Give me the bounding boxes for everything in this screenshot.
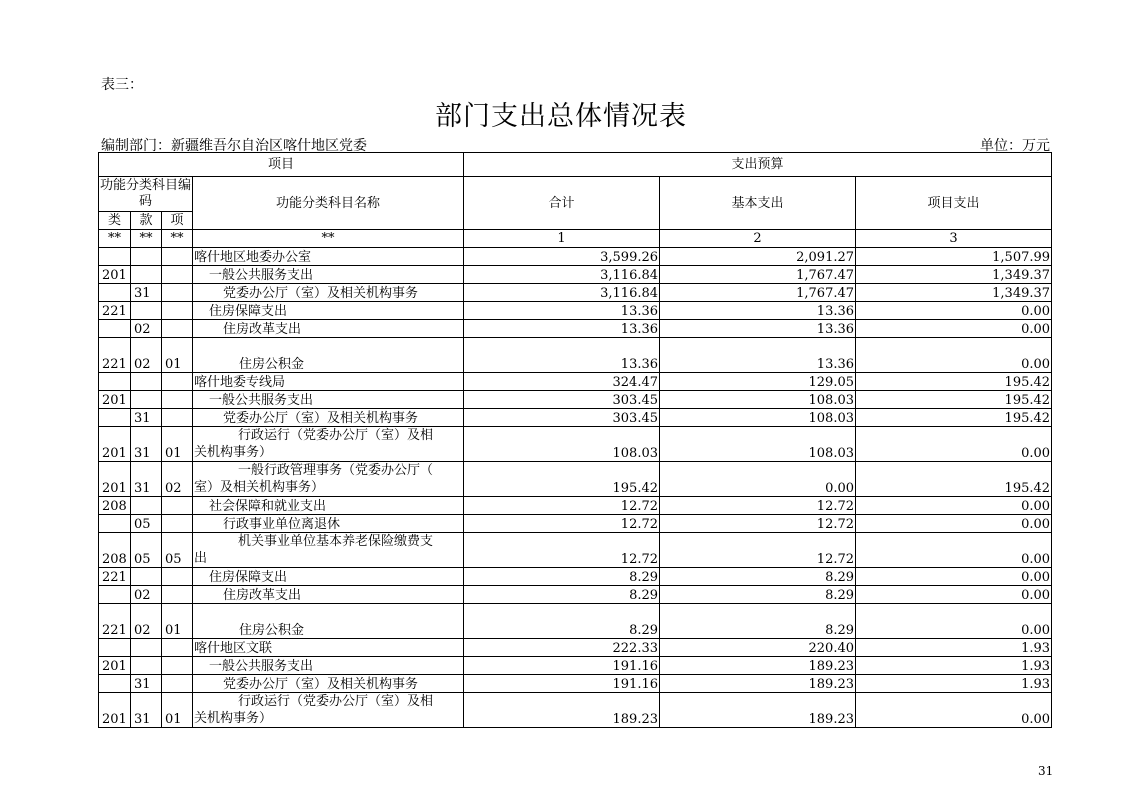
cell-lei: 221 <box>99 338 131 373</box>
mark-total: 1 <box>464 230 660 248</box>
table-row <box>99 639 1052 657</box>
cell-total: 8.29 <box>464 604 660 639</box>
cell-lei <box>99 409 131 427</box>
cell-name: 喀什地委专线局 <box>193 373 464 391</box>
cell-xiang: 01 <box>162 427 193 462</box>
cell-name: 行政事业单位离退休 <box>193 515 464 533</box>
cell-basic: 12.72 <box>660 497 856 515</box>
cell-total: 195.42 <box>464 462 660 497</box>
cell-name <box>193 693 464 728</box>
cell-project: 1.93 <box>856 657 1052 675</box>
cell-kuan <box>131 391 162 409</box>
cell-project: 0.00 <box>856 604 1052 639</box>
cell-kuan: 05 <box>131 515 162 533</box>
cell-project: 0.00 <box>856 515 1052 533</box>
table-row <box>99 657 1052 675</box>
cell-lei <box>99 675 131 693</box>
cell-total: 12.72 <box>464 533 660 568</box>
cell-xiang: 01 <box>162 693 193 728</box>
cell-project: 0.00 <box>856 427 1052 462</box>
cell-name: 住房改革支出 <box>193 586 464 604</box>
cell-xiang <box>162 248 193 266</box>
cell-basic: 13.36 <box>660 320 856 338</box>
cell-xiang <box>162 373 193 391</box>
mark-basic: 2 <box>660 230 856 248</box>
cell-basic: 129.05 <box>660 373 856 391</box>
table-row <box>99 284 1052 302</box>
cell-xiang: 05 <box>162 533 193 568</box>
cell-basic: 12.72 <box>660 515 856 533</box>
cell-kuan: 31 <box>131 409 162 427</box>
cell-xiang <box>162 266 193 284</box>
cell-project: 195.42 <box>856 462 1052 497</box>
cell-project: 195.42 <box>856 373 1052 391</box>
cell-total: 303.45 <box>464 409 660 427</box>
cell-kuan: 31 <box>131 462 162 497</box>
cell-xiang <box>162 391 193 409</box>
header-name: 功能分类科目名称 <box>193 177 464 230</box>
cell-kuan: 31 <box>131 693 162 728</box>
table-row <box>99 586 1052 604</box>
cell-kuan <box>131 568 162 586</box>
cell-xiang <box>162 302 193 320</box>
cell-project: 1.93 <box>856 675 1052 693</box>
cell-lei <box>99 515 131 533</box>
cell-kuan <box>131 302 162 320</box>
cell-name: 住房公积金 <box>193 604 464 639</box>
cell-total: 324.47 <box>464 373 660 391</box>
cell-name <box>193 427 464 462</box>
cell-project: 0.00 <box>856 497 1052 515</box>
cell-basic: 220.40 <box>660 639 856 657</box>
cell-project: 0.00 <box>856 338 1052 373</box>
cell-lei: 201 <box>99 266 131 284</box>
cell-project: 0.00 <box>856 320 1052 338</box>
cell-basic: 108.03 <box>660 391 856 409</box>
cell-xiang <box>162 657 193 675</box>
cell-lei: 201 <box>99 427 131 462</box>
cell-basic: 12.72 <box>660 533 856 568</box>
cell-basic: 108.03 <box>660 409 856 427</box>
cell-basic: 13.36 <box>660 302 856 320</box>
cell-name-line2: 出 <box>194 551 208 566</box>
cell-project: 1,507.99 <box>856 248 1052 266</box>
table-row <box>99 266 1052 284</box>
cell-basic: 189.23 <box>660 657 856 675</box>
table-row <box>99 373 1052 391</box>
table-row <box>99 462 1052 497</box>
cell-lei: 201 <box>99 693 131 728</box>
cell-xiang <box>162 284 193 302</box>
cell-name: 住房保障支出 <box>193 302 464 320</box>
cell-project: 1,349.37 <box>856 284 1052 302</box>
cell-project: 1,349.37 <box>856 266 1052 284</box>
cell-xiang <box>162 675 193 693</box>
table-row <box>99 693 1052 728</box>
cell-lei <box>99 586 131 604</box>
cell-lei <box>99 639 131 657</box>
cell-name-line1: 行政运行（党委办公厅（室）及相 <box>238 428 434 443</box>
cell-basic: 13.36 <box>660 338 856 373</box>
cell-lei: 201 <box>99 657 131 675</box>
table-row <box>99 248 1052 266</box>
cell-kuan: 31 <box>131 427 162 462</box>
cell-kuan: 31 <box>131 284 162 302</box>
header-row-4 <box>99 230 1052 248</box>
header-project: 项目支出 <box>856 177 1052 230</box>
cell-lei: 221 <box>99 568 131 586</box>
cell-name: 社会保障和就业支出 <box>193 497 464 515</box>
cell-kuan <box>131 657 162 675</box>
cell-lei <box>99 373 131 391</box>
cell-xiang <box>162 515 193 533</box>
cell-total: 191.16 <box>464 657 660 675</box>
cell-lei <box>99 284 131 302</box>
cell-name: 住房改革支出 <box>193 320 464 338</box>
table-row <box>99 427 1052 462</box>
cell-kuan: 02 <box>131 338 162 373</box>
cell-name: 一般公共服务支出 <box>193 657 464 675</box>
cell-xiang <box>162 409 193 427</box>
cell-total: 108.03 <box>464 427 660 462</box>
cell-total: 303.45 <box>464 391 660 409</box>
cell-lei: 221 <box>99 604 131 639</box>
cell-xiang: 01 <box>162 604 193 639</box>
cell-basic: 8.29 <box>660 586 856 604</box>
cell-xiang <box>162 586 193 604</box>
cell-total: 3,116.84 <box>464 266 660 284</box>
cell-basic: 1,767.47 <box>660 284 856 302</box>
header-lei: 类 <box>99 212 131 230</box>
cell-name: 一般公共服务支出 <box>193 391 464 409</box>
cell-name: 党委办公厅（室）及相关机构事务 <box>193 675 464 693</box>
header-total: 合计 <box>464 177 660 230</box>
page-number: 31 <box>1038 764 1054 778</box>
table-row <box>99 515 1052 533</box>
cell-kuan <box>131 248 162 266</box>
cell-kuan <box>131 266 162 284</box>
cell-name: 喀什地区文联 <box>193 639 464 657</box>
unit-label: 单位：万元 <box>980 138 1050 154</box>
header-item: 项目 <box>99 153 464 177</box>
cell-name: 喀什地区地委办公室 <box>193 248 464 266</box>
cell-project: 195.42 <box>856 391 1052 409</box>
table-row <box>99 604 1052 639</box>
cell-total: 8.29 <box>464 568 660 586</box>
cell-name-line2: 室）及相关机构事务） <box>194 480 325 495</box>
cell-basic: 108.03 <box>660 427 856 462</box>
header-budget: 支出预算 <box>464 153 1052 177</box>
table-row <box>99 675 1052 693</box>
table-row <box>99 320 1052 338</box>
cell-basic: 1,767.47 <box>660 266 856 284</box>
cell-name-line2: 关机构事务） <box>194 711 273 726</box>
mark-name: ** <box>193 230 464 248</box>
table-row <box>99 302 1052 320</box>
cell-kuan: 02 <box>131 320 162 338</box>
cell-lei: 208 <box>99 497 131 515</box>
cell-kuan <box>131 373 162 391</box>
cell-project: 0.00 <box>856 533 1052 568</box>
cell-xiang: 02 <box>162 462 193 497</box>
mark-lei: ** <box>99 230 131 248</box>
cell-kuan <box>131 497 162 515</box>
page-title: 部门支出总体情况表 <box>435 101 687 132</box>
cell-kuan: 02 <box>131 586 162 604</box>
header-kuan: 款 <box>131 212 162 230</box>
table-row <box>99 391 1052 409</box>
cell-kuan: 05 <box>131 533 162 568</box>
department-label: 编制部门：新疆维吾尔自治区喀什地区党委 <box>101 138 367 154</box>
cell-total: 13.36 <box>464 302 660 320</box>
cell-lei: 201 <box>99 462 131 497</box>
cell-name-line1: 一般行政管理事务（党委办公厅（ <box>238 463 434 478</box>
cell-project: 1.93 <box>856 639 1052 657</box>
cell-name-line1: 行政运行（党委办公厅（室）及相 <box>238 694 434 709</box>
cell-project: 0.00 <box>856 302 1052 320</box>
table-row <box>99 568 1052 586</box>
cell-lei <box>99 320 131 338</box>
mark-project: 3 <box>856 230 1052 248</box>
cell-name-line1: 机关事业单位基本养老保险缴费支 <box>238 534 434 549</box>
mark-xiang: ** <box>162 230 193 248</box>
cell-basic: 8.29 <box>660 604 856 639</box>
cell-project: 0.00 <box>856 693 1052 728</box>
cell-kuan <box>131 639 162 657</box>
cell-name <box>193 533 464 568</box>
cell-name: 党委办公厅（室）及相关机构事务 <box>193 409 464 427</box>
cell-total: 8.29 <box>464 586 660 604</box>
cell-total: 13.36 <box>464 338 660 373</box>
cell-lei <box>99 248 131 266</box>
table-label: 表三： <box>101 77 143 93</box>
mark-kuan: ** <box>131 230 162 248</box>
cell-name-line2: 关机构事务） <box>194 445 273 460</box>
cell-total: 222.33 <box>464 639 660 657</box>
table-row <box>99 533 1052 568</box>
cell-total: 13.36 <box>464 320 660 338</box>
header-code-group: 功能分类科目编码 <box>99 177 193 212</box>
cell-total: 12.72 <box>464 497 660 515</box>
cell-basic: 8.29 <box>660 568 856 586</box>
header-row-1 <box>99 153 1052 177</box>
cell-basic: 189.23 <box>660 675 856 693</box>
cell-name: 一般公共服务支出 <box>193 266 464 284</box>
cell-name <box>193 462 464 497</box>
expenditure-table <box>98 152 1052 728</box>
header-basic: 基本支出 <box>660 177 856 230</box>
cell-kuan: 31 <box>131 675 162 693</box>
cell-total: 3,116.84 <box>464 284 660 302</box>
cell-lei: 201 <box>99 391 131 409</box>
cell-name: 住房保障支出 <box>193 568 464 586</box>
cell-xiang: 01 <box>162 338 193 373</box>
cell-total: 12.72 <box>464 515 660 533</box>
cell-basic: 2,091.27 <box>660 248 856 266</box>
cell-project: 0.00 <box>856 568 1052 586</box>
cell-project: 0.00 <box>856 586 1052 604</box>
cell-lei: 221 <box>99 302 131 320</box>
cell-name: 住房公积金 <box>193 338 464 373</box>
cell-xiang <box>162 568 193 586</box>
table-row <box>99 497 1052 515</box>
cell-total: 191.16 <box>464 675 660 693</box>
cell-total: 189.23 <box>464 693 660 728</box>
cell-kuan: 02 <box>131 604 162 639</box>
table-row <box>99 338 1052 373</box>
cell-total: 3,599.26 <box>464 248 660 266</box>
cell-xiang <box>162 497 193 515</box>
header-xiang: 项 <box>162 212 193 230</box>
cell-project: 195.42 <box>856 409 1052 427</box>
cell-basic: 189.23 <box>660 693 856 728</box>
cell-name: 党委办公厅（室）及相关机构事务 <box>193 284 464 302</box>
cell-lei: 208 <box>99 533 131 568</box>
cell-xiang <box>162 639 193 657</box>
cell-xiang <box>162 320 193 338</box>
header-row-2 <box>99 177 1052 212</box>
cell-basic: 0.00 <box>660 462 856 497</box>
table-row <box>99 409 1052 427</box>
